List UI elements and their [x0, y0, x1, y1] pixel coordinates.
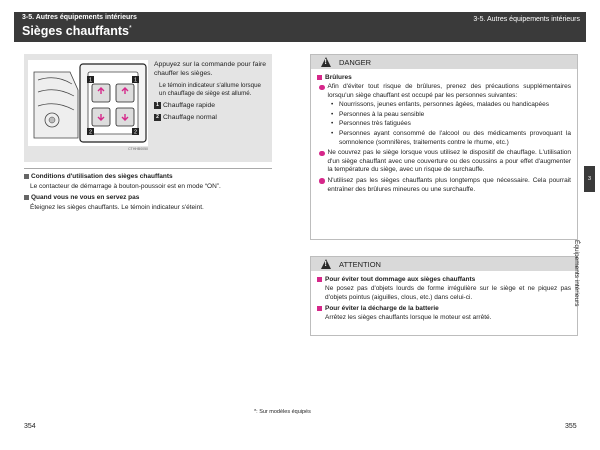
dot-bullet-icon: •	[331, 129, 334, 137]
sub-list-item	[317, 120, 571, 129]
sub-list-item	[317, 111, 571, 120]
danger-item	[317, 177, 571, 194]
danger-item	[317, 149, 571, 175]
intro-instruction: Appuyez sur la commande pour faire chauffer les sièges.	[154, 61, 266, 77]
warning-triangle-icon	[321, 57, 331, 67]
svg-text:2: 2	[88, 129, 93, 136]
title-text: Sièges chauffants	[22, 24, 129, 38]
section-title: Pour éviter tout dommage aux sièges chauffants	[325, 276, 476, 283]
page-number-right: 355	[565, 423, 577, 430]
dot-bullet-icon: •	[331, 120, 334, 128]
warning-triangle-icon	[321, 259, 331, 269]
section-label: 3-5. Autres équipements intérieurs	[22, 14, 137, 21]
dot-bullet-icon: •	[331, 101, 334, 109]
title-footnote-mark: *	[128, 24, 132, 32]
danger-box	[310, 54, 578, 240]
section-heading	[24, 194, 272, 201]
danger-label: DANGER	[339, 57, 372, 67]
section-heading	[317, 276, 571, 283]
danger-header	[311, 55, 577, 69]
item-label: Chauffage rapide	[163, 102, 216, 110]
page-header-right	[300, 12, 586, 42]
intro-panel	[24, 54, 272, 162]
chapter-label: Équipements intérieurs	[573, 240, 580, 307]
divider	[24, 168, 272, 169]
square-bullet-icon	[317, 75, 322, 80]
section-body: Ne posez pas d'objets lourds de forme irrégulière sur le siège et ne piquez pas d'objets pointus (aiguilles, clous, etc.) dans celui-ci.	[325, 285, 571, 301]
bullet-icon	[319, 85, 325, 91]
number-badge: 1	[154, 102, 161, 109]
svg-text:2: 2	[133, 129, 138, 136]
item-label: Chauffage normal	[163, 114, 217, 122]
figure-code: CTHHB0050	[128, 147, 148, 151]
danger-item	[317, 83, 571, 100]
square-bullet-icon	[317, 277, 322, 282]
page-title	[22, 24, 132, 38]
sub-list-item	[317, 101, 571, 110]
bullet-icon	[319, 178, 325, 184]
danger-item-text: Ne couvrez pas le siège lorsque vous utilisez le dispositif de chauffage. L'utilisation d'un siège chauffant avec une couverture ou des coussins a pour effet d'augmenter la température du siège, avec un risque de surchauffe.	[327, 149, 571, 174]
section-body: Éteignez les sièges chauffants. Le témoin indicateur s'éteint.	[30, 204, 204, 211]
sub-item-text: Personnes à la peau sensible	[339, 110, 425, 118]
sub-item-text: Personnes très fatiguées	[339, 120, 411, 128]
intro-text	[154, 60, 266, 122]
list-item	[154, 101, 266, 110]
square-bullet-icon	[24, 195, 29, 200]
attention-box	[310, 256, 578, 336]
danger-item-text: Afin d'éviter tout risque de brûlures, prenez des précautions supplémentaires lorsqu'un siège chauffant est occupé par les personnes suivantes:	[327, 83, 571, 99]
svg-text:1: 1	[133, 77, 138, 84]
page-number-left: 354	[24, 423, 36, 430]
section-title: Brûlures	[325, 74, 352, 81]
dot-bullet-icon: •	[331, 110, 334, 118]
section-title: Conditions d'utilisation des sièges chauffants	[31, 173, 173, 180]
sub-item-text: Nourrissons, jeunes enfants, personnes âgées, malades ou handicapées	[339, 101, 549, 109]
info-sections	[24, 168, 272, 215]
section-title: Quand vous ne vous en servez pas	[31, 194, 140, 201]
section-body: Arrêtez les sièges chauffants lorsque le moteur est arrêté.	[325, 314, 492, 322]
square-bullet-icon	[317, 306, 322, 311]
danger-item-text: N'utilisez pas les sièges chauffants plus longtemps que nécessaire. Cela pourrait entraîner des brûlures mineures ou une surchauffe.	[327, 176, 571, 193]
square-bullet-icon	[24, 174, 29, 179]
section-heading	[24, 173, 272, 180]
section-heading	[317, 305, 571, 312]
sub-item-text: Personnes ayant consommé de l'alcool ou des médicaments provoquant la somnolence (somnifères, traitements contre le rhume, etc.)	[339, 129, 571, 146]
section-label-right: 3-5. Autres équipements intérieurs	[473, 16, 580, 23]
section-body: Le contacteur de démarrage à bouton-poussoir est en mode “ON”.	[30, 183, 221, 190]
section-heading	[317, 74, 571, 81]
seat-heater-diagram	[28, 60, 148, 146]
console-illustration	[28, 60, 148, 146]
number-badge: 2	[154, 114, 161, 121]
page-header-left	[14, 12, 300, 42]
attention-header	[311, 257, 577, 271]
intro-note: Le témoin indicateur s'allume lorsque un chauffage de siège est allumé.	[159, 82, 261, 98]
svg-text:1: 1	[88, 77, 93, 84]
chapter-tab: 3	[584, 166, 595, 192]
bullet-icon	[319, 151, 325, 157]
sub-list-item	[317, 130, 571, 147]
footnote: *: Sur modèles équipés	[254, 409, 311, 415]
list-item	[154, 113, 266, 122]
attention-label: ATTENTION	[339, 259, 381, 269]
section-title: Pour éviter la décharge de la batterie	[325, 305, 439, 313]
